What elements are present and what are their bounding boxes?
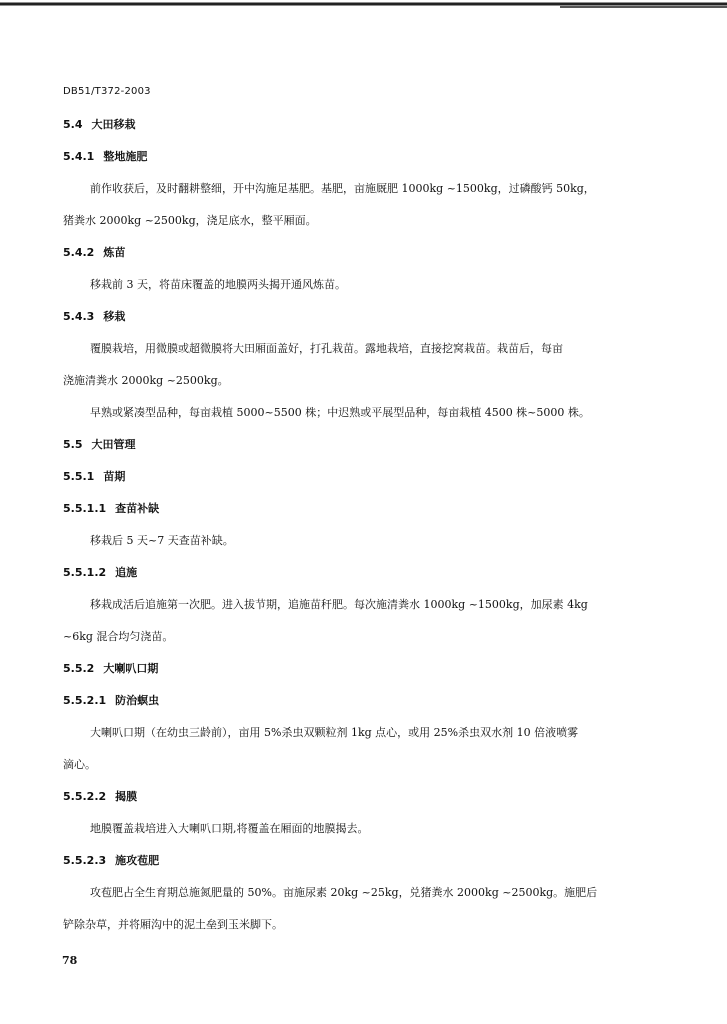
heading-5-5-2-1 xyxy=(63,692,159,708)
heading-title: 大田移栽 xyxy=(91,118,136,131)
heading-5-4 xyxy=(63,116,136,132)
heading-number: 5.5.1 xyxy=(63,470,95,483)
heading-5-5 xyxy=(63,436,136,452)
heading-5-5-2 xyxy=(63,660,158,676)
heading-5-4-1 xyxy=(63,148,147,164)
heading-title: 移栽 xyxy=(103,310,126,323)
heading-number: 5.5 xyxy=(63,438,83,451)
heading-number: 5.5.2.1 xyxy=(63,694,107,707)
heading-number: 5.4 xyxy=(63,118,83,131)
paragraph-line: 移栽前 3 天，将苗床覆盖的地膜两头揭开通风炼苗。 xyxy=(90,278,346,291)
heading-title: 炼苗 xyxy=(103,246,126,259)
heading-title: 大喇叭口期 xyxy=(103,662,159,675)
heading-number: 5.5.1.1 xyxy=(63,502,107,515)
heading-title: 追施 xyxy=(115,566,138,579)
paragraph-line: 浇施清粪水 2000kg ~2500kg。 xyxy=(63,374,229,387)
paragraph-line: 猪粪水 2000kg ~2500kg，浇足底水，整平厢面。 xyxy=(63,214,317,227)
paragraph-line: 铲除杂草，并将厢沟中的泥土垒到玉米脚下。 xyxy=(63,918,283,931)
heading-number: 5.5.2 xyxy=(63,662,95,675)
heading-5-5-2-2 xyxy=(63,788,137,804)
heading-number: 5.4.3 xyxy=(63,310,95,323)
heading-number: 5.4.1 xyxy=(63,150,95,163)
heading-5-5-2-3 xyxy=(63,852,159,868)
heading-title: 防治螟虫 xyxy=(115,694,160,707)
heading-title: 揭膜 xyxy=(115,790,138,803)
paragraph-line: 移栽后 5 天~7 天查苗补缺。 xyxy=(90,534,234,547)
page-number: 78 xyxy=(62,954,78,967)
heading-number: 5.5.2.3 xyxy=(63,854,107,867)
paragraph-line: ~6kg 混合均匀浇苗。 xyxy=(63,630,174,643)
paragraph-line: 大喇叭口期（在幼虫三龄前），亩用 5%杀虫双颗粒剂 1kg 点心，或用 25%杀虫双水剂 10 倍液喷雾 xyxy=(90,726,579,739)
paragraph-line: 地膜覆盖栽培进入大喇叭口期,将覆盖在厢面的地膜揭去。 xyxy=(90,822,369,835)
paragraph-line: 早熟或紧凑型品种，每亩栽植 5000~5500 株；中迟熟或平展型品种，每亩栽植 4500 株~5000 株。 xyxy=(90,406,590,419)
heading-title: 查苗补缺 xyxy=(115,502,160,515)
paragraph-line: 滴心。 xyxy=(63,758,96,771)
heading-title: 大田管理 xyxy=(91,438,136,451)
document-code: DB51/T372-2003 xyxy=(63,86,151,97)
paragraph-line: 前作收获后，及时翻耕整细，开中沟施足基肥。基肥，亩施厩肥 1000kg ~1500kg，过磷酸钙 50kg， xyxy=(90,182,595,195)
heading-title: 苗期 xyxy=(103,470,126,483)
heading-number: 5.5.2.2 xyxy=(63,790,107,803)
heading-5-5-1-1 xyxy=(63,500,159,516)
heading-5-5-1 xyxy=(63,468,125,484)
heading-number: 5.5.1.2 xyxy=(63,566,107,579)
heading-title: 整地施肥 xyxy=(103,150,148,163)
heading-number: 5.4.2 xyxy=(63,246,95,259)
heading-5-4-3 xyxy=(63,308,125,324)
paragraph-line: 移栽成活后追施第一次肥。进入拔节期，追施苗秆肥。每次施清粪水 1000kg ~1500kg，加尿素 4kg xyxy=(90,598,588,611)
heading-5-4-2 xyxy=(63,244,125,260)
heading-5-5-1-2 xyxy=(63,564,137,580)
heading-title: 施攻苞肥 xyxy=(115,854,160,867)
paragraph-line: 覆膜栽培，用微膜或超微膜将大田厢面盖好，打孔栽苗。露地栽培，直接挖窝栽苗。栽苗后，每亩 xyxy=(90,342,563,355)
paragraph-line: 攻苞肥占全生育期总施氮肥量的 50%。亩施尿素 20kg ~25kg，兑猪粪水 2000kg ~2500kg。施肥后 xyxy=(90,886,598,899)
